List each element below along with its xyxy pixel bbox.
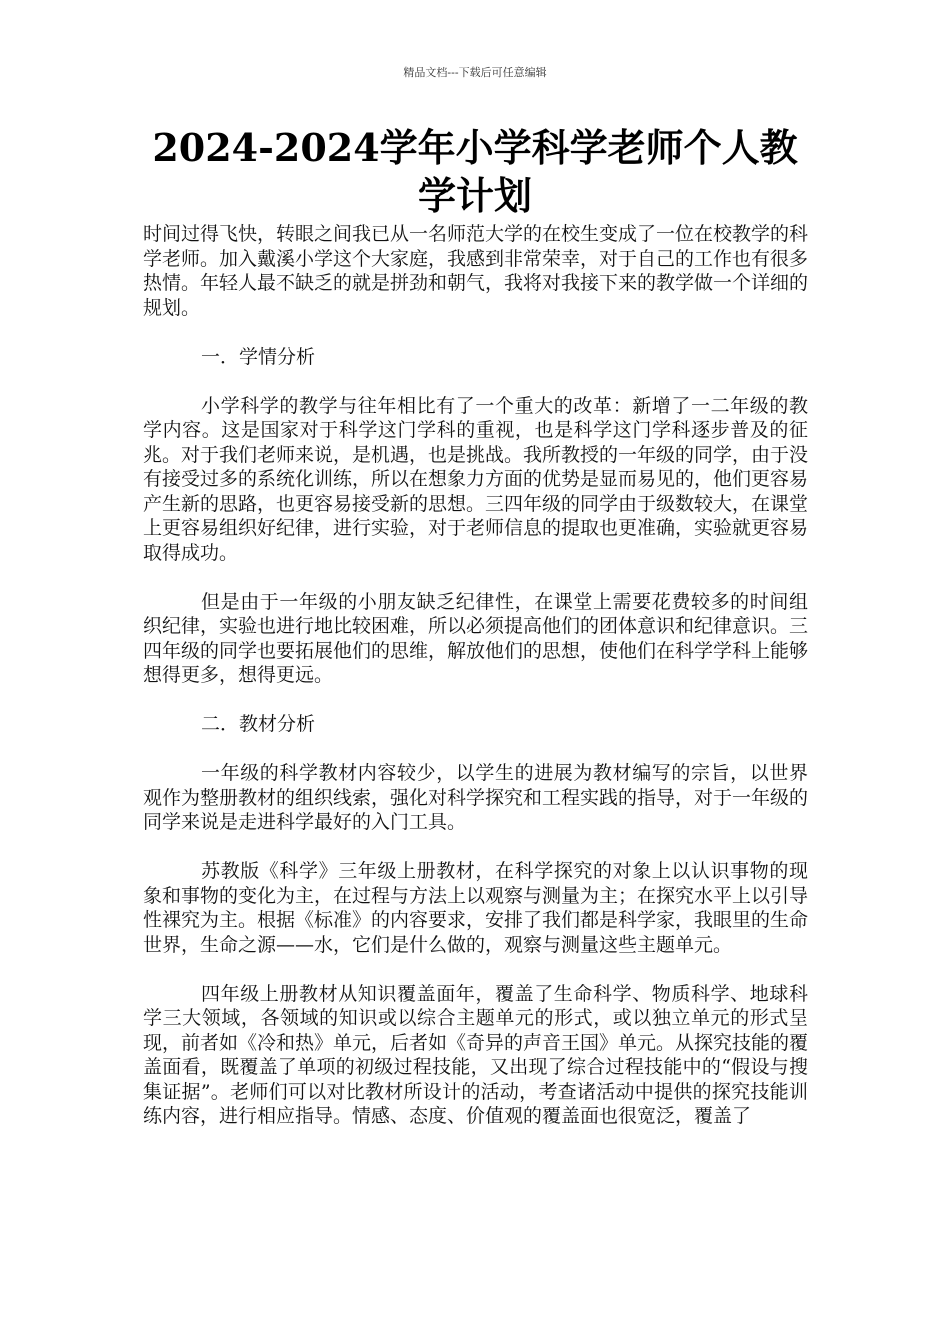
body-paragraph: 苏教版《科学》三年级上册教材，在科学探究的对象上以认识事物的现象和事物的变化为主，在过程与方法上以观察与测量为主；在探究水平上以引导性裸究为主。根据《标准》的内容要求，安排了我们都是科学家，我眼里的生命世界，生命之源——水，它们是什么做的，观察与测量这些主题单元。	[143, 860, 809, 956]
body-paragraph: 一年级的科学教材内容较少，以学生的进展为教材编写的宗旨，以世界观作为整册教材的组织线索，强化对科学探究和工程实践的指导，对于一年级的同学来说是走进科学最好的入门工具。	[143, 762, 809, 833]
intro-paragraph: 时间过得飞快，转眼之间我已从一名师范大学的在校生变成了一位在校教学的科学老师。加入戴溪小学这个大家庭，我感到非常荣幸，对于自己的工作也有很多热情。年轻人最不缺乏的就是拼劲和朝气，我将对我接下来的教学做一个详细的规划。	[143, 223, 809, 319]
section-heading-situation: 一．学情分析	[201, 345, 316, 368]
document-title: 2024-2024学年小学科学老师个人教学计划	[152, 125, 798, 218]
body-paragraph: 四年级上册教材从知识覆盖面年，覆盖了生命科学、物质科学、地球科学三大领域，各领域的知识或以综合主题单元的形式，或以独立单元的形式呈现，前者如《冷和热》单元，后者如《奇异的声音王国》单元。从探究技能的覆盖面看，既覆盖了单项的初级过程技能，又出现了综合过程技能中的“假设与搜集证据”。老师们可以对比教材所设计的活动，考查诸活动中提供的探究技能训练内容，进行相应指导。情感、态度、价值观的覆盖面也很宽泛，覆盖了	[143, 982, 809, 1127]
body-paragraph: 但是由于一年级的小朋友缺乏纪律性，在课堂上需要花费较多的时间组织纪律，实验也进行地比较困难，所以必须提高他们的团体意识和纪律意识。三四年级的同学也要拓展他们的思维，解放他们的思想，使他们在科学学科上能够想得更多，想得更远。	[143, 590, 809, 686]
body-paragraph: 小学科学的教学与往年相比有了一个重大的改革：新增了一二年级的教学内容。这是国家对于科学这门学科的重视，也是科学这门学科逐步普及的征兆。对于我们老师来说，是机遇，也是挑战。我所教授的一年级的同学，由于没有接受过多的系统化训练，所以在想象力方面的优势是显而易见的，他们更容易产生新的思路，也更容易接受新的思想。三四年级的同学由于级数较大，在课堂上更容易组织好纪律，进行实验，对于老师信息的提取也更准确，实验就更容易取得成功。	[143, 394, 809, 564]
page-header-note: 精品文档---下载后可任意编辑	[403, 66, 547, 79]
document-body	[143, 222, 808, 1153]
section-heading-textbook: 二．教材分析	[201, 713, 316, 735]
